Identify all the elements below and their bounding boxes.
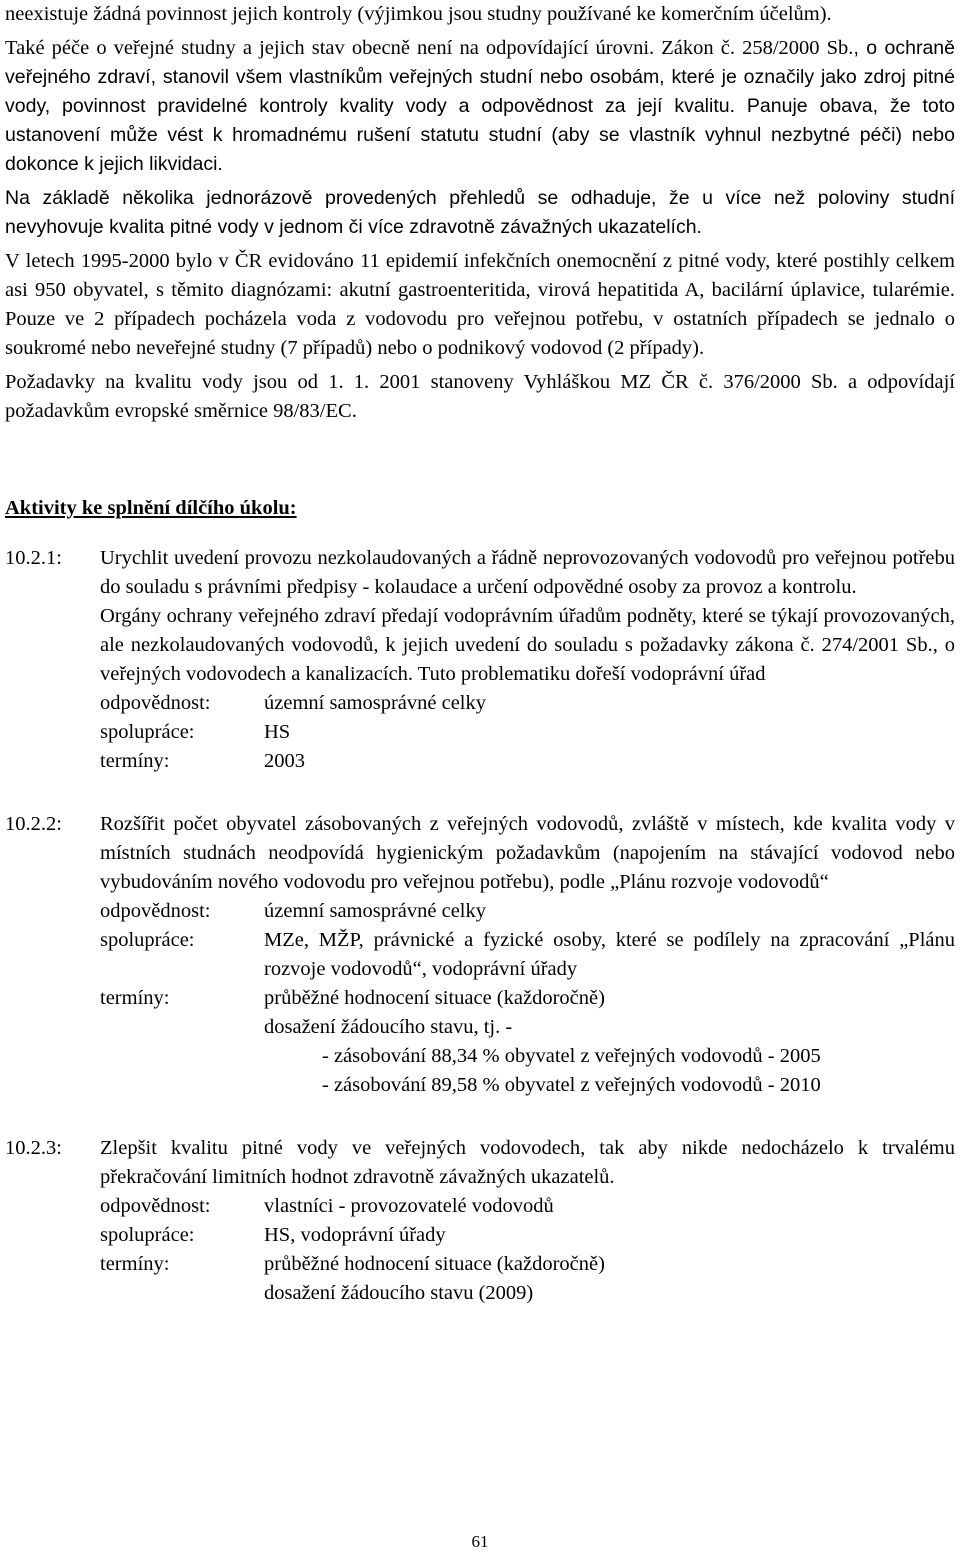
intro-paragraph-2-rest: , o ochraně veřejného zdraví, stanovil všem vlastníkům veřejných studní nebo osobám, které je označily jako zdroj pitné vody, povinnost pravidelné kontroly kvality vody a odpovědnost za její kvalitu. Panuje obava, že toto ustanovení může vést k hromadnému rušení statutu studní (aby se vlastník vyhnul nezbytné péči) nebo dokonce k jejich likvidaci.	[5, 37, 955, 175]
deadlines-value: 2003	[264, 750, 305, 772]
responsibility-row	[100, 897, 955, 926]
intro-paragraph-1: neexistuje žádná povinnost jejich kontroly (výjimkou jsou studny používané ke komerčním účelům).	[5, 3, 832, 25]
cooperation-value: HS	[264, 721, 291, 743]
task-description: Rozšířit počet obyvatel zásobovaných z veřejných vodovodů, zvláště v místech, kde kvalita vody v místních studnách neodpovídá hygienickým požadavkům (napojením na stávající vodovod nebo vybudováním nového vodovodu pro veřejnou potřebu), podle „Plánu rozvoje vodovodů“	[100, 813, 955, 893]
task-number: 10.2.3:	[5, 1137, 62, 1159]
task-body	[100, 810, 955, 1100]
responsibility-label: odpovědnost:	[100, 692, 211, 714]
deadlines-label: termíny:	[100, 750, 170, 772]
cooperation-row	[100, 1221, 955, 1250]
cooperation-label: spolupráce:	[100, 929, 195, 951]
target-bullet-2005: - zásobování 88,34 % obyvatel z veřejných vodovodů - 2005	[322, 1045, 821, 1067]
intro-paragraph-3: Na základě několika jednorázově provedených přehledů se odhaduje, že u více než poloviny studní nevyhovuje kvalita pitné vody v jednom či více zdravotně závažných ukazatelích.	[5, 187, 955, 238]
cooperation-row	[100, 926, 955, 984]
responsibility-value: územní samosprávné celky	[264, 900, 487, 922]
cooperation-label: spolupráce:	[100, 1224, 195, 1246]
intro-paragraph-4: V letech 1995-2000 bylo v ČR evidováno 11 epidemií infekčních onemocnění z pitné vody, které postihly celkem asi 950 obyvatel, s těmito diagnózami: akutní gastroenteritida, virová hepatitida A, bacilární úplavice, tularémie. Pouze ve 2 případech pocházela voda z vodovodu pro veřejnou potřebu, v ostatních případech se jednalo o soukromé nebo neveřejné studny (7 případů) nebo o podnikový vodovod (2 případy).	[5, 250, 955, 359]
intro-paragraph-2-start: Také péče o veřejné studny a jejich stav obecně není na odpovídající úrovni. Zákon č. 258/2000 Sb.	[5, 37, 854, 59]
intro-paragraph-2	[5, 34, 955, 179]
intro-paragraph-5: Požadavky na kvalitu vody jsou od 1. 1. 2001 stanoveny Vyhláškou MZ ČR č. 376/2000 Sb. a odpovídají požadavkům evropské směrnice 98/83/EC.	[5, 371, 955, 422]
deadlines-row	[100, 984, 955, 1100]
task-10-2-1	[5, 544, 955, 776]
responsibility-label: odpovědnost:	[100, 900, 211, 922]
task-10-2-2	[5, 810, 955, 1100]
deadlines-row	[100, 747, 955, 776]
cooperation-label: spolupráce:	[100, 721, 195, 743]
deadline-target: dosažení žádoucího stavu, tj. -	[264, 1016, 513, 1038]
deadlines-values	[264, 984, 955, 1100]
task-number: 10.2.1:	[5, 547, 62, 569]
target-bullet-2010: - zásobování 89,58 % obyvatel z veřejných vodovodů - 2010	[322, 1074, 821, 1096]
task-10-2-3	[5, 1134, 955, 1308]
cooperation-value: MZe, MŽP, právnické a fyzické osoby, které se podílely na zpracování „Plánu rozvoje vodovodů“, vodoprávní úřady	[264, 929, 955, 980]
deadlines-label: termíny:	[100, 1253, 170, 1275]
activities-heading: Aktivity ke splnění dílčího úkolu:	[5, 497, 297, 519]
document-page	[5, 0, 955, 1342]
responsibility-row	[100, 689, 955, 718]
deadline-ongoing: průběžné hodnocení situace (každoročně)	[264, 1253, 605, 1275]
deadlines-row	[100, 1250, 955, 1308]
task-number: 10.2.2:	[5, 813, 62, 835]
responsibility-row	[100, 1192, 955, 1221]
cooperation-value: HS, vodoprávní úřady	[264, 1224, 446, 1246]
deadline-target: dosažení žádoucího stavu (2009)	[264, 1282, 534, 1304]
task-description: Urychlit uvedení provozu nezkolaudovaných a řádně neprovozovaných vodovodů pro veřejnou potřebu do souladu s právními předpisy - kolaudace a určení odpovědné osoby za provoz a kontrolu.	[100, 547, 955, 598]
deadlines-label: termíny:	[100, 987, 170, 1009]
task-body	[100, 1134, 955, 1308]
task-detail: Orgány ochrany veřejného zdraví předají vodoprávním úřadům podněty, které se týkají provozovaných, ale nezkolaudovaných vodovodů, k jejich uvedení do souladu s požadavky zákona č. 274/2001 Sb., o veřejných vodovodech a kanalizacích. Tuto problematiku dořeší vodoprávní úřad	[100, 605, 955, 685]
deadlines-values	[264, 1250, 955, 1308]
deadline-ongoing: průběžné hodnocení situace (každoročně)	[264, 987, 605, 1009]
responsibility-value: územní samosprávné celky	[264, 692, 487, 714]
task-description: Zlepšit kvalitu pitné vody ve veřejných vodovodech, tak aby nikde nedocházelo k trvalému překračování limitních hodnot zdravotně závažných ukazatelů.	[100, 1137, 955, 1188]
task-body	[100, 544, 955, 776]
page-number: 61	[471, 1532, 489, 1551]
cooperation-row	[100, 718, 955, 747]
responsibility-label: odpovědnost:	[100, 1195, 211, 1217]
responsibility-value: vlastníci - provozovatelé vodovodů	[264, 1195, 554, 1217]
